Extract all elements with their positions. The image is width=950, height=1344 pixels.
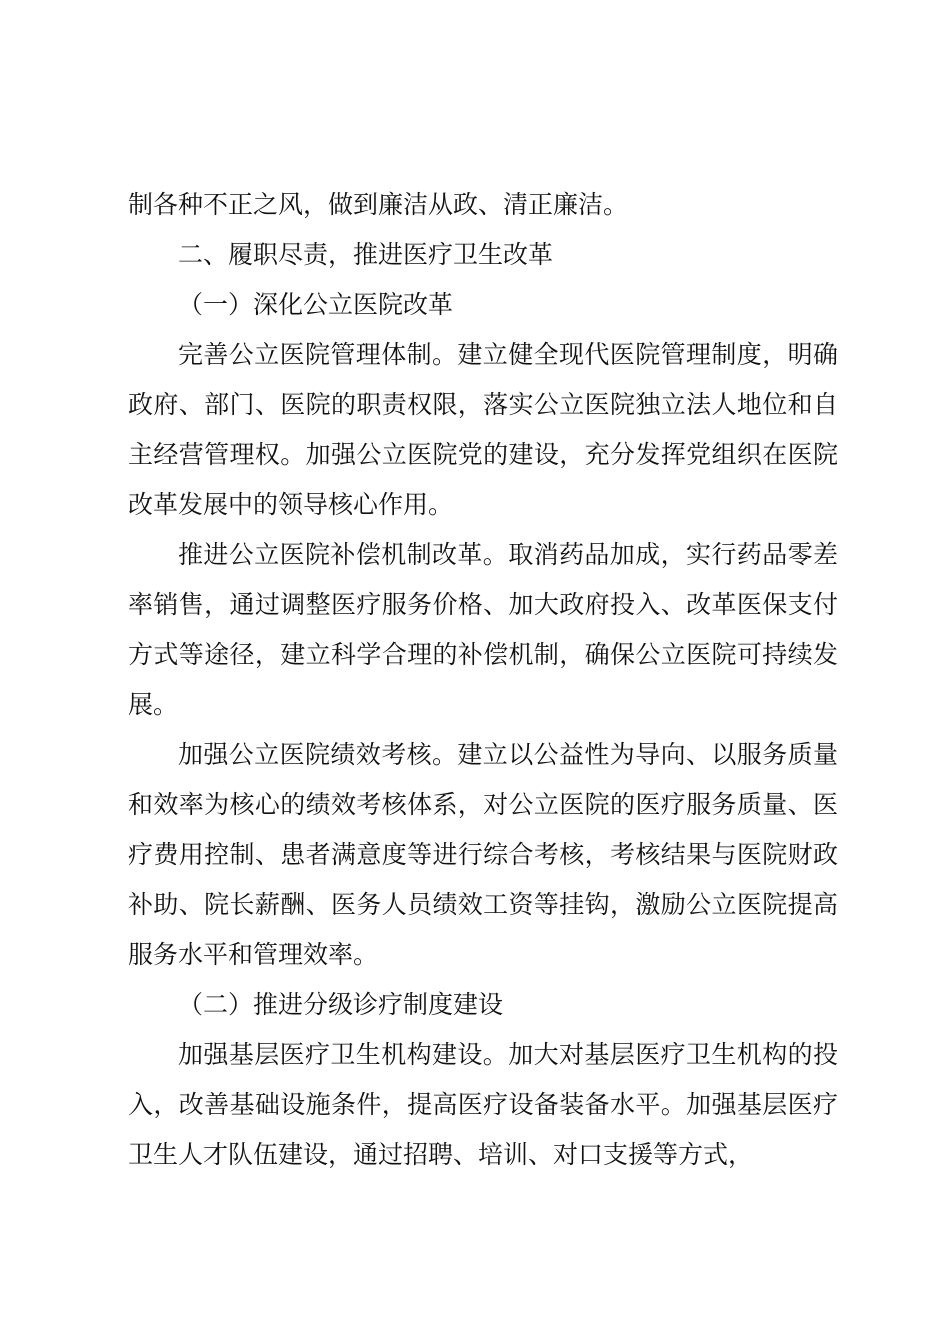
paragraph-continuation: 制各种不正之风，做到廉洁从政、清正廉洁。 (128, 190, 629, 219)
paragraph-compensation-reform: 推进公立医院补偿机制改革。取消药品加成，实行药品零差率销售，通过调整医疗服务价格、加大政府投入、改革医保支付方式等途径，建立科学合理的补偿机制，确保公立医院可持续发展。 (128, 540, 838, 719)
paragraph-management-system: 完善公立医院管理体制。建立健全现代医院管理制度，明确政府、部门、医院的职责权限，落实公立医院独立法人地位和自主经营管理权。加强公立医院党的建设，充分发挥党组织在医院改革发展中的领导核心作用。 (128, 340, 838, 519)
document-body (128, 180, 838, 1180)
subsection-heading-2: （二）推进分级诊疗制度建设 (178, 990, 504, 1019)
paragraph-grassroots-institutions: 加强基层医疗卫生机构建设。加大对基层医疗卫生机构的投入，改善基础设施条件，提高医疗设备装备水平。加强基层医疗卫生人才队伍建设，通过招聘、培训、对口支援等方式， (128, 1040, 838, 1169)
paragraph-performance-assessment: 加强公立医院绩效考核。建立以公益性为导向、以服务质量和效率为核心的绩效考核体系，对公立医院的医疗服务质量、医疗费用控制、患者满意度等进行综合考核，考核结果与医院财政补助、院长薪酬、医务人员绩效工资等挂钩，激励公立医院提高服务水平和管理效率。 (128, 740, 838, 969)
section-heading-2: 二、履职尽责，推进医疗卫生改革 (178, 240, 554, 269)
subsection-heading-1: （一）深化公立医院改革 (178, 290, 454, 319)
